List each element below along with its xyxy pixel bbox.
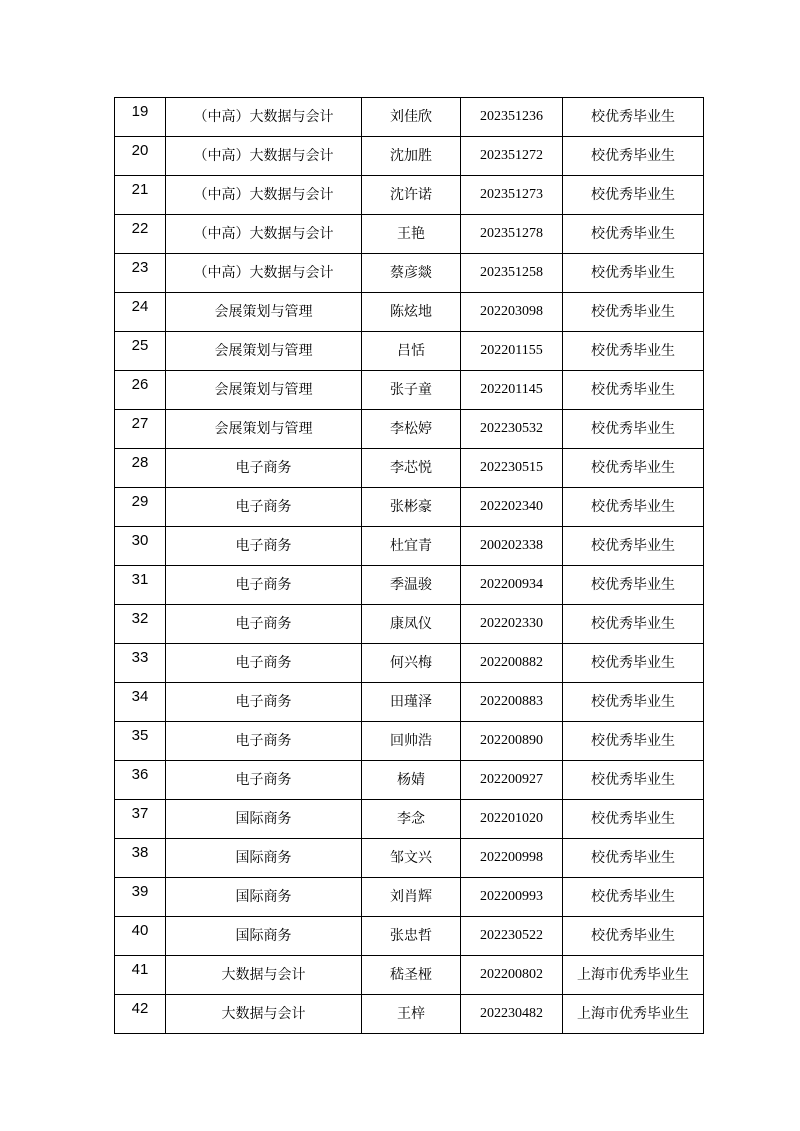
row-number-cell: 32 xyxy=(115,605,166,644)
row-number-cell: 27 xyxy=(115,410,166,449)
student-id-cell: 202200883 xyxy=(461,683,563,722)
row-number-cell: 34 xyxy=(115,683,166,722)
award-cell: 校优秀毕业生 xyxy=(563,761,704,800)
major-cell: 电子商务 xyxy=(166,761,362,800)
student-id-cell: 202230515 xyxy=(461,449,563,488)
student-id-cell: 202200927 xyxy=(461,761,563,800)
row-number-cell: 41 xyxy=(115,956,166,995)
row-number-cell: 39 xyxy=(115,878,166,917)
graduates-table-body xyxy=(115,98,704,1034)
student-name-cell: 刘佳欣 xyxy=(362,98,461,137)
table-row xyxy=(115,332,704,371)
row-number-cell: 25 xyxy=(115,332,166,371)
row-number-cell: 22 xyxy=(115,215,166,254)
student-id-cell: 202200934 xyxy=(461,566,563,605)
major-cell: 电子商务 xyxy=(166,449,362,488)
student-name-cell: 蔡彦燚 xyxy=(362,254,461,293)
student-id-cell: 202201145 xyxy=(461,371,563,410)
award-cell: 校优秀毕业生 xyxy=(563,683,704,722)
row-number-cell: 42 xyxy=(115,995,166,1034)
student-id-cell: 202201020 xyxy=(461,800,563,839)
award-cell: 校优秀毕业生 xyxy=(563,488,704,527)
award-cell: 校优秀毕业生 xyxy=(563,644,704,683)
major-cell: （中高）大数据与会计 xyxy=(166,254,362,293)
student-id-cell: 202200882 xyxy=(461,644,563,683)
student-id-cell: 202200993 xyxy=(461,878,563,917)
graduates-table xyxy=(114,97,704,1034)
student-name-cell: 刘肖辉 xyxy=(362,878,461,917)
student-id-cell: 202230532 xyxy=(461,410,563,449)
table-row xyxy=(115,137,704,176)
major-cell: 国际商务 xyxy=(166,839,362,878)
student-name-cell: 何兴梅 xyxy=(362,644,461,683)
major-cell: 国际商务 xyxy=(166,800,362,839)
student-name-cell: 邹文兴 xyxy=(362,839,461,878)
table-row xyxy=(115,761,704,800)
student-id-cell: 202351258 xyxy=(461,254,563,293)
row-number-cell: 19 xyxy=(115,98,166,137)
table-row xyxy=(115,410,704,449)
award-cell: 校优秀毕业生 xyxy=(563,293,704,332)
student-id-cell: 202230522 xyxy=(461,917,563,956)
student-name-cell: 陈炫地 xyxy=(362,293,461,332)
table-row xyxy=(115,722,704,761)
student-name-cell: 回帅浩 xyxy=(362,722,461,761)
student-name-cell: 张子童 xyxy=(362,371,461,410)
student-name-cell: 田瑾泽 xyxy=(362,683,461,722)
student-name-cell: 李芯悦 xyxy=(362,449,461,488)
table-row xyxy=(115,995,704,1034)
table-row xyxy=(115,683,704,722)
award-cell: 校优秀毕业生 xyxy=(563,176,704,215)
major-cell: 电子商务 xyxy=(166,683,362,722)
table-row xyxy=(115,839,704,878)
student-name-cell: 杜宜青 xyxy=(362,527,461,566)
award-cell: 校优秀毕业生 xyxy=(563,137,704,176)
award-cell: 校优秀毕业生 xyxy=(563,449,704,488)
table-row xyxy=(115,98,704,137)
major-cell: 会展策划与管理 xyxy=(166,293,362,332)
row-number-cell: 35 xyxy=(115,722,166,761)
table-row xyxy=(115,254,704,293)
row-number-cell: 23 xyxy=(115,254,166,293)
table-row xyxy=(115,488,704,527)
major-cell: 大数据与会计 xyxy=(166,995,362,1034)
table-row xyxy=(115,371,704,410)
award-cell: 上海市优秀毕业生 xyxy=(563,995,704,1034)
row-number-cell: 30 xyxy=(115,527,166,566)
award-cell: 校优秀毕业生 xyxy=(563,839,704,878)
table-row xyxy=(115,176,704,215)
student-id-cell: 202202340 xyxy=(461,488,563,527)
student-id-cell: 202201155 xyxy=(461,332,563,371)
student-id-cell: 202203098 xyxy=(461,293,563,332)
student-name-cell: 吕恬 xyxy=(362,332,461,371)
table-row xyxy=(115,449,704,488)
student-id-cell: 202202330 xyxy=(461,605,563,644)
student-id-cell: 202200890 xyxy=(461,722,563,761)
row-number-cell: 37 xyxy=(115,800,166,839)
student-id-cell: 202200998 xyxy=(461,839,563,878)
row-number-cell: 40 xyxy=(115,917,166,956)
major-cell: （中高）大数据与会计 xyxy=(166,215,362,254)
table-row xyxy=(115,293,704,332)
major-cell: 电子商务 xyxy=(166,605,362,644)
award-cell: 校优秀毕业生 xyxy=(563,371,704,410)
award-cell: 校优秀毕业生 xyxy=(563,527,704,566)
major-cell: （中高）大数据与会计 xyxy=(166,176,362,215)
student-name-cell: 杨婧 xyxy=(362,761,461,800)
student-id-cell: 202351273 xyxy=(461,176,563,215)
award-cell: 校优秀毕业生 xyxy=(563,98,704,137)
student-name-cell: 王梓 xyxy=(362,995,461,1034)
row-number-cell: 24 xyxy=(115,293,166,332)
student-id-cell: 202351236 xyxy=(461,98,563,137)
major-cell: 国际商务 xyxy=(166,917,362,956)
major-cell: 国际商务 xyxy=(166,878,362,917)
row-number-cell: 38 xyxy=(115,839,166,878)
row-number-cell: 20 xyxy=(115,137,166,176)
major-cell: 会展策划与管理 xyxy=(166,332,362,371)
award-cell: 校优秀毕业生 xyxy=(563,410,704,449)
student-name-cell: 沈加胜 xyxy=(362,137,461,176)
row-number-cell: 28 xyxy=(115,449,166,488)
student-name-cell: 李松婷 xyxy=(362,410,461,449)
major-cell: （中高）大数据与会计 xyxy=(166,137,362,176)
major-cell: 电子商务 xyxy=(166,566,362,605)
row-number-cell: 21 xyxy=(115,176,166,215)
row-number-cell: 33 xyxy=(115,644,166,683)
table-row xyxy=(115,644,704,683)
major-cell: 大数据与会计 xyxy=(166,956,362,995)
table-row xyxy=(115,605,704,644)
table-row xyxy=(115,956,704,995)
award-cell: 校优秀毕业生 xyxy=(563,800,704,839)
student-id-cell: 202230482 xyxy=(461,995,563,1034)
row-number-cell: 29 xyxy=(115,488,166,527)
student-name-cell: 张彬豪 xyxy=(362,488,461,527)
award-cell: 校优秀毕业生 xyxy=(563,566,704,605)
table-row xyxy=(115,917,704,956)
row-number-cell: 26 xyxy=(115,371,166,410)
table-row xyxy=(115,566,704,605)
major-cell: 会展策划与管理 xyxy=(166,410,362,449)
row-number-cell: 31 xyxy=(115,566,166,605)
student-name-cell: 季温骏 xyxy=(362,566,461,605)
student-name-cell: 王艳 xyxy=(362,215,461,254)
student-name-cell: 康凤仪 xyxy=(362,605,461,644)
student-name-cell: 沈许诺 xyxy=(362,176,461,215)
major-cell: 电子商务 xyxy=(166,527,362,566)
student-id-cell: 200202338 xyxy=(461,527,563,566)
award-cell: 上海市优秀毕业生 xyxy=(563,956,704,995)
major-cell: （中高）大数据与会计 xyxy=(166,98,362,137)
student-id-cell: 202351272 xyxy=(461,137,563,176)
award-cell: 校优秀毕业生 xyxy=(563,878,704,917)
major-cell: 电子商务 xyxy=(166,488,362,527)
table-row xyxy=(115,527,704,566)
student-name-cell: 李念 xyxy=(362,800,461,839)
award-cell: 校优秀毕业生 xyxy=(563,722,704,761)
row-number-cell: 36 xyxy=(115,761,166,800)
award-cell: 校优秀毕业生 xyxy=(563,215,704,254)
award-cell: 校优秀毕业生 xyxy=(563,917,704,956)
major-cell: 电子商务 xyxy=(166,644,362,683)
table-row xyxy=(115,215,704,254)
table-row xyxy=(115,878,704,917)
student-id-cell: 202351278 xyxy=(461,215,563,254)
award-cell: 校优秀毕业生 xyxy=(563,332,704,371)
award-cell: 校优秀毕业生 xyxy=(563,254,704,293)
major-cell: 电子商务 xyxy=(166,722,362,761)
student-name-cell: 张忠哲 xyxy=(362,917,461,956)
table-row xyxy=(115,800,704,839)
student-id-cell: 202200802 xyxy=(461,956,563,995)
student-name-cell: 嵇圣桠 xyxy=(362,956,461,995)
award-cell: 校优秀毕业生 xyxy=(563,605,704,644)
major-cell: 会展策划与管理 xyxy=(166,371,362,410)
